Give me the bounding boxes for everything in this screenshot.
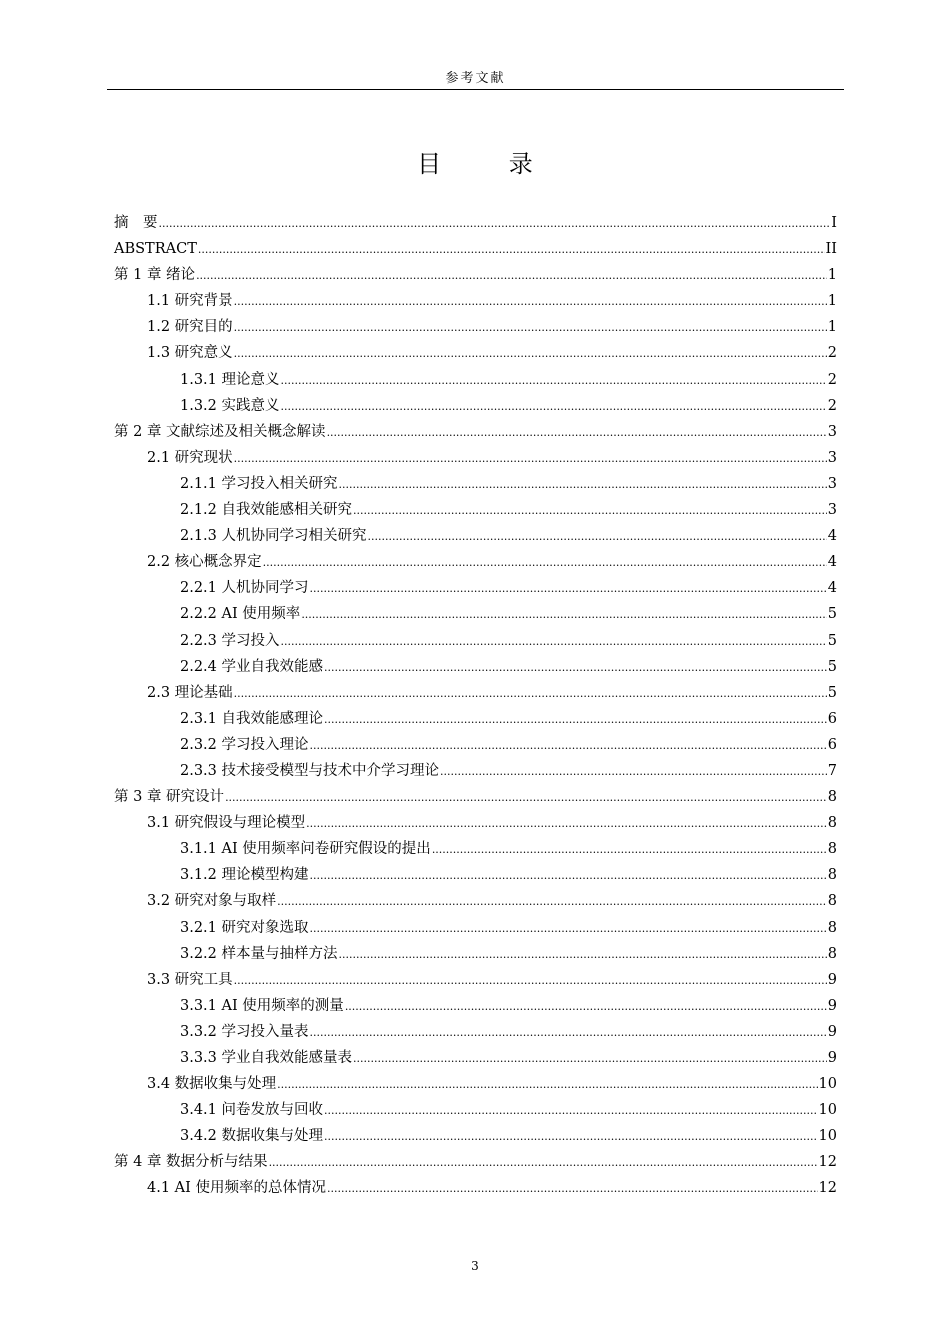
- toc-entry-page: 9: [827, 1023, 837, 1040]
- toc-entry-page: 5: [827, 632, 837, 649]
- toc-entry-label: 2.1.3 人机协同学习相关研究: [180, 528, 367, 545]
- toc-entry-page: I: [831, 215, 837, 231]
- toc-entry-label: 2.1.2 自我效能感相关研究: [180, 502, 353, 519]
- toc-entry-page: 9: [827, 997, 837, 1014]
- toc-leader-dots: [234, 314, 827, 341]
- toc-title: 目 录: [417, 150, 563, 178]
- toc-entry-page: 5: [827, 606, 837, 623]
- toc-entry-page: 10: [818, 1102, 837, 1119]
- toc-entry[interactable]: [114, 888, 837, 914]
- toc-leader-dots: [234, 967, 827, 994]
- toc-leader-dots: [269, 1149, 818, 1176]
- toc-entry-label: 4.1 AI 使用频率的总体情况: [147, 1180, 326, 1197]
- toc-entry-page: 8: [827, 893, 837, 910]
- toc-entry-page: 4: [827, 554, 837, 571]
- toc-entry-page: 3: [827, 502, 837, 519]
- toc-entry-label: 2.2.3 学习投入: [180, 632, 280, 649]
- toc-entry-label: 3.3.2 学习投入量表: [180, 1023, 309, 1040]
- toc-entry[interactable]: [114, 471, 837, 497]
- toc-entry[interactable]: [114, 445, 837, 471]
- toc-leader-dots: [310, 862, 827, 889]
- toc-entry[interactable]: [114, 262, 837, 288]
- toc-entry-label: 第 2 章 文献综述及相关概念解读: [114, 423, 326, 440]
- toc-entry-page: 8: [827, 919, 837, 936]
- toc-entry-page: 2: [827, 371, 837, 388]
- toc-entry[interactable]: [114, 758, 837, 784]
- toc-entry-page: 6: [827, 710, 837, 727]
- toc-entry-page: 12: [818, 1180, 837, 1197]
- toc-leader-dots: [277, 888, 827, 915]
- toc-entry[interactable]: [114, 340, 837, 366]
- toc-entry-label: 2.2 核心概念界定: [147, 554, 262, 571]
- toc-leader-dots: [324, 1123, 818, 1150]
- toc-entry-label: 3.4.1 问卷发放与回收: [180, 1102, 324, 1119]
- toc-entry[interactable]: [114, 1071, 837, 1097]
- toc-entry[interactable]: [114, 549, 837, 575]
- running-header: 参考文献: [445, 71, 506, 86]
- toc-entry-label: 2.1 研究现状: [147, 449, 233, 466]
- toc-leader-dots: [339, 941, 827, 968]
- toc-entry-label: 3.2 研究对象与取样: [147, 893, 277, 910]
- toc-entry-page: 1: [827, 293, 837, 310]
- toc-leader-dots: [432, 836, 827, 863]
- toc-entry[interactable]: [114, 967, 837, 993]
- toc-entry-label: ABSTRACT: [114, 241, 197, 258]
- toc-entry-label: 3.4 数据收集与处理: [147, 1076, 277, 1093]
- toc-list: [114, 210, 837, 1202]
- toc-entry[interactable]: [114, 314, 837, 340]
- toc-entry-label: 3.1 研究假设与理论模型: [147, 815, 306, 832]
- toc-entry-label: 3.3.3 学业自我效能感量表: [180, 1050, 353, 1066]
- toc-entry-page: 4: [827, 528, 837, 545]
- toc-entry-page: 8: [827, 841, 837, 858]
- toc-entry[interactable]: [114, 1123, 837, 1149]
- toc-leader-dots: [339, 471, 827, 498]
- toc-entry[interactable]: [114, 393, 837, 419]
- header-rule: [107, 89, 844, 90]
- toc-entry-label: 3.3.1 AI 使用频率的测量: [180, 997, 344, 1014]
- toc-entry-page: 9: [827, 1050, 837, 1066]
- toc-leader-dots: [310, 915, 827, 942]
- toc-leader-dots: [234, 680, 827, 707]
- toc-entry-label: 1.3.2 实践意义: [180, 397, 280, 414]
- toc-entry-page: 6: [827, 736, 837, 753]
- toc-leader-dots: [310, 732, 827, 759]
- toc-entry-label: 1.3 研究意义: [147, 345, 233, 362]
- toc-entry-page: 5: [827, 684, 837, 701]
- toc-entry-label: 2.3.1 自我效能感理论: [180, 710, 324, 727]
- toc-entry-page: 8: [827, 867, 837, 884]
- toc-entry-page: 1: [827, 319, 837, 336]
- toc-leader-dots: [310, 575, 827, 602]
- toc-entry-label: 摘 要: [114, 215, 158, 231]
- toc-entry-label: 3.1.1 AI 使用频率问卷研究假设的提出: [180, 841, 431, 858]
- toc-leader-dots: [159, 210, 831, 237]
- toc-entry[interactable]: [114, 862, 837, 888]
- toc-leader-dots: [368, 523, 827, 550]
- toc-leader-dots: [327, 1175, 818, 1202]
- toc-entry-label: 1.1 研究背景: [147, 293, 233, 310]
- toc-entry-page: 4: [827, 580, 837, 597]
- toc-entry[interactable]: [114, 680, 837, 706]
- toc-entry[interactable]: [114, 497, 837, 523]
- toc-leader-dots: [306, 810, 827, 837]
- toc-entry-page: 8: [827, 945, 837, 962]
- toc-entry[interactable]: [114, 1019, 837, 1045]
- toc-entry-label: 3.1.2 理论模型构建: [180, 867, 309, 884]
- toc-entry-label: 3.3 研究工具: [147, 971, 233, 988]
- toc-leader-dots: [281, 393, 827, 420]
- toc-entry-label: 1.3.1 理论意义: [180, 371, 280, 388]
- toc-entry-label: 2.2.4 学业自我效能感: [180, 658, 324, 675]
- toc-leader-dots: [324, 706, 827, 733]
- toc-entry-page: 10: [818, 1076, 837, 1093]
- toc-leader-dots: [198, 236, 825, 263]
- toc-entry[interactable]: [114, 210, 837, 236]
- toc-entry[interactable]: [114, 1045, 837, 1071]
- toc-entry-page: 2: [827, 397, 837, 414]
- toc-leader-dots: [196, 262, 827, 289]
- toc-entry-page: 12: [818, 1154, 837, 1171]
- toc-entry[interactable]: [114, 915, 837, 941]
- toc-entry-page: 1: [827, 267, 837, 284]
- toc-leader-dots: [353, 497, 827, 524]
- toc-entry-page: 9: [827, 971, 837, 988]
- toc-leader-dots: [345, 993, 827, 1020]
- toc-entry-label: 1.2 研究目的: [147, 319, 233, 336]
- toc-entry[interactable]: [114, 419, 837, 445]
- toc-entry[interactable]: [114, 654, 837, 680]
- toc-entry-page: 8: [827, 789, 837, 806]
- toc-entry-page: 3: [827, 475, 837, 492]
- toc-entry-label: 2.3 理论基础: [147, 684, 233, 701]
- toc-entry-label: 2.3.3 技术接受模型与技术中介学习理论: [180, 762, 440, 779]
- toc-leader-dots: [353, 1045, 827, 1072]
- toc-entry-label: 第 4 章 数据分析与结果: [114, 1154, 268, 1171]
- toc-entry-label: 2.1.1 学习投入相关研究: [180, 475, 338, 492]
- toc-entry[interactable]: [114, 288, 837, 314]
- toc-entry-label: 2.3.2 学习投入理论: [180, 736, 309, 753]
- toc-leader-dots: [263, 549, 827, 576]
- toc-leader-dots: [440, 758, 827, 785]
- toc-leader-dots: [281, 628, 827, 655]
- toc-leader-dots: [225, 784, 827, 811]
- toc-entry-page: 8: [827, 815, 837, 832]
- toc-entry-label: 2.2.1 人机协同学习: [180, 580, 309, 597]
- toc-leader-dots: [234, 340, 827, 367]
- toc-entry[interactable]: [114, 993, 837, 1019]
- toc-entry[interactable]: [114, 784, 837, 810]
- toc-leader-dots: [234, 288, 827, 315]
- toc-entry[interactable]: [114, 628, 837, 654]
- toc-entry[interactable]: [114, 1149, 837, 1175]
- toc-entry-label: 3.2.1 研究对象选取: [180, 919, 309, 936]
- toc-entry-label: 2.2.2 AI 使用频率: [180, 606, 301, 623]
- toc-leader-dots: [277, 1071, 817, 1098]
- toc-entry-label: 第 1 章 绪论: [114, 267, 196, 284]
- toc-leader-dots: [301, 601, 826, 628]
- toc-entry[interactable]: [114, 367, 837, 393]
- toc-leader-dots: [324, 654, 827, 681]
- toc-entry-page: 7: [827, 762, 837, 779]
- toc-entry[interactable]: [114, 1097, 837, 1123]
- toc-entry-page: 10: [818, 1128, 837, 1145]
- toc-leader-dots: [324, 1097, 818, 1124]
- toc-entry-page: 5: [827, 658, 837, 675]
- toc-entry[interactable]: [114, 236, 837, 262]
- toc-entry-page: 2: [827, 345, 837, 362]
- toc-entry[interactable]: [114, 941, 837, 967]
- toc-entry[interactable]: [114, 523, 837, 549]
- toc-entry[interactable]: [114, 1175, 837, 1201]
- toc-entry-label: 3.4.2 数据收集与处理: [180, 1128, 324, 1145]
- toc-entry[interactable]: [114, 601, 837, 627]
- toc-entry-label: 3.2.2 样本量与抽样方法: [180, 945, 338, 962]
- toc-entry[interactable]: [114, 575, 837, 601]
- toc-leader-dots: [327, 419, 827, 446]
- toc-entry-page: II: [825, 241, 837, 258]
- toc-entry-page: 3: [827, 423, 837, 440]
- toc-entry[interactable]: [114, 810, 837, 836]
- toc-entry[interactable]: [114, 706, 837, 732]
- toc-leader-dots: [281, 367, 827, 394]
- toc-entry[interactable]: [114, 836, 837, 862]
- toc-entry-label: 第 3 章 研究设计: [114, 789, 225, 806]
- toc-entry[interactable]: [114, 732, 837, 758]
- toc-entry-page: 3: [827, 449, 837, 466]
- toc-leader-dots: [310, 1019, 827, 1046]
- page-number: 3: [471, 1259, 479, 1273]
- toc-leader-dots: [234, 445, 827, 472]
